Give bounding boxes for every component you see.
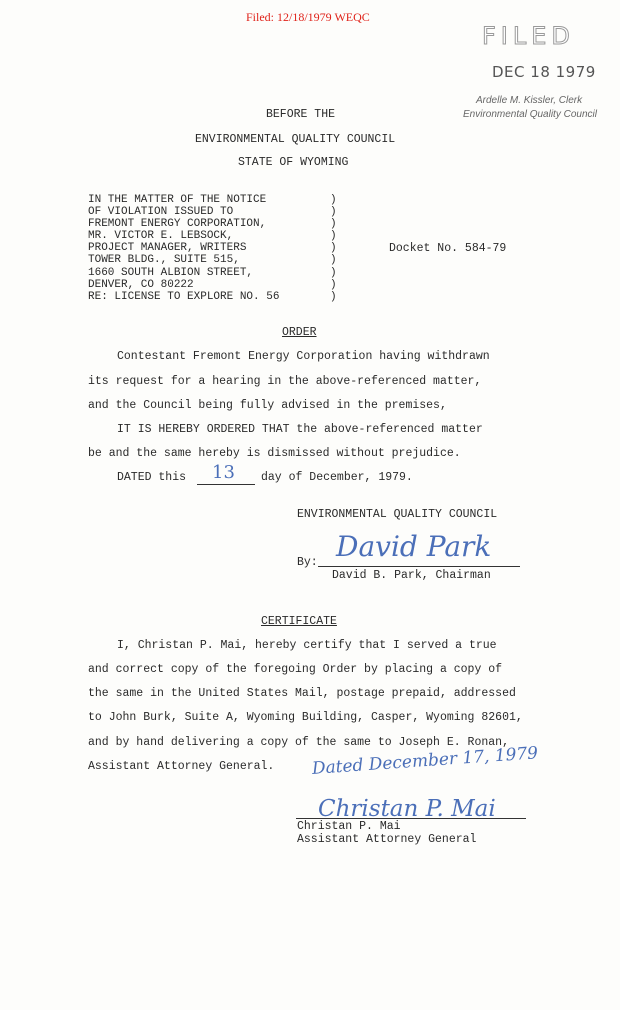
by-label: By:: [297, 556, 318, 569]
certificate-signer-name: Christan P. Mai: [297, 820, 401, 833]
caption-line: PROJECT MANAGER, WRITERS: [88, 242, 247, 255]
council-signature-line: [318, 566, 520, 567]
caption-line: OF VIOLATION ISSUED TO: [88, 206, 234, 219]
certificate-line: I, Christan P. Mai, hereby certify that I served a true: [117, 639, 497, 652]
certificate-line: the same in the United States Mail, postage prepaid, addressed: [88, 687, 516, 700]
dated-prefix: DATED this: [117, 471, 187, 484]
docket-number: Docket No. 584-79: [389, 242, 507, 255]
certificate-line: and correct copy of the foregoing Order by placing a copy of: [88, 663, 503, 676]
caption-line: FREMONT ENERGY CORPORATION,: [88, 218, 267, 231]
order-line: and the Council being fully advised in the premises,: [88, 399, 447, 412]
title-council: ENVIRONMENTAL QUALITY COUNCIL: [195, 133, 396, 146]
caption-parens: ) ) ) ) ) ) ) ) ): [330, 194, 337, 303]
filed-stamp-date: DEC 18 1979: [492, 63, 596, 81]
certificate-line: and by hand delivering a copy of the same to Joseph E. Ronan,: [88, 736, 509, 749]
caption-line: MR. VICTOR E. LEBSOCK,: [88, 230, 234, 243]
caption-line: IN THE MATTER OF THE NOTICE: [88, 194, 267, 206]
clerk-name: Ardelle M. Kissler, Clerk: [476, 95, 583, 106]
dated-day-handwritten: 13: [212, 462, 235, 483]
filed-note: Filed: 12/18/1979 WEQC: [246, 10, 370, 24]
filed-stamp-word: FILED: [482, 22, 575, 50]
certificate-signer-title: Assistant Attorney General: [297, 833, 477, 846]
caption-line: RE: LICENSE TO EXPLORE NO. 56: [88, 290, 280, 303]
certificate-handwritten-signature: Christan P. Mai: [318, 796, 496, 822]
certificate-heading: CERTIFICATE: [261, 615, 337, 628]
caption-line: 1660 SOUTH ALBION STREET,: [88, 266, 254, 279]
certificate-line: to John Burk, Suite A, Wyoming Building, Casper, Wyoming 82601,: [88, 711, 523, 724]
dated-day-line: [197, 484, 255, 485]
clerk-org: Environmental Quality Council: [463, 109, 597, 120]
caption-line: DENVER, CO 80222: [88, 278, 194, 291]
caption-line: TOWER BLDG., SUITE 515,: [88, 254, 240, 267]
case-caption: [88, 194, 279, 303]
council-org: ENVIRONMENTAL QUALITY COUNCIL: [297, 508, 498, 521]
order-line: Contestant Fremont Energy Corporation having withdrawn: [117, 350, 490, 363]
title-state: STATE OF WYOMING: [238, 156, 349, 169]
order-line: be and the same hereby is dismissed without prejudice.: [88, 447, 461, 460]
order-line: its request for a hearing in the above-referenced matter,: [88, 375, 482, 388]
handwritten-date: Dated December 17, 1979: [311, 743, 539, 779]
dated-suffix: day of December, 1979.: [261, 471, 413, 484]
certificate-line: Assistant Attorney General.: [88, 760, 275, 773]
council-signer-name: David B. Park, Chairman: [332, 569, 491, 582]
order-heading: ORDER: [282, 326, 317, 339]
council-handwritten-signature: David Park: [336, 530, 492, 563]
order-line: IT IS HEREBY ORDERED THAT the above-referenced matter: [117, 423, 483, 436]
title-before: BEFORE THE: [266, 108, 336, 121]
